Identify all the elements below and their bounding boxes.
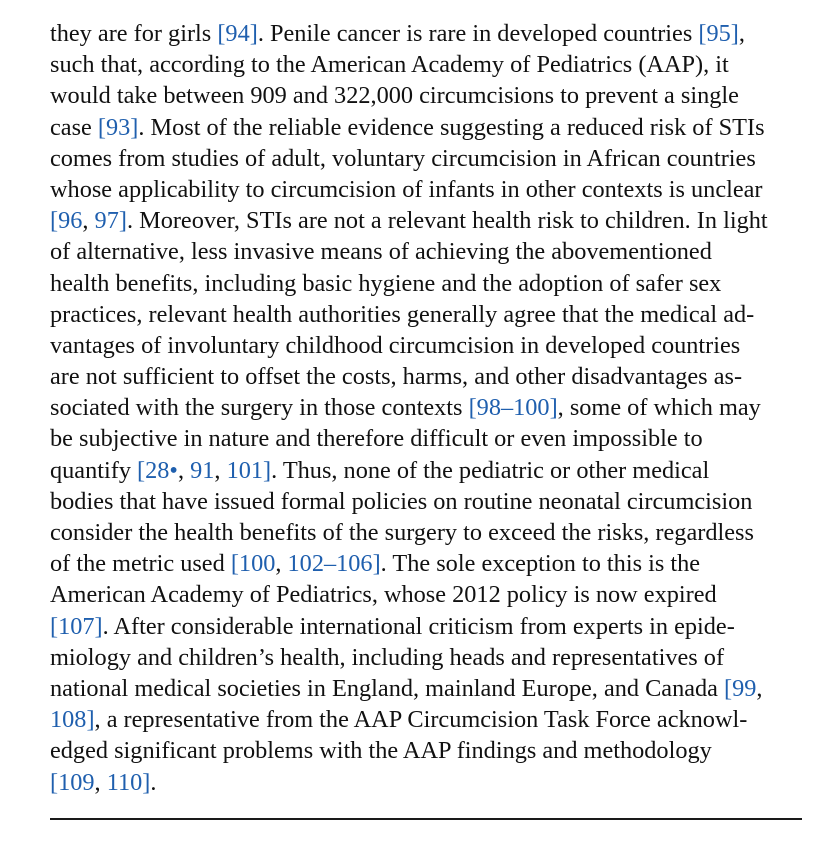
text-segment: miology and children’s health, including heads and representatives of xyxy=(50,643,725,671)
citation-link[interactable]: [107] xyxy=(50,612,103,640)
text-segment: . Thus, none of the pediatric or other medical xyxy=(271,456,710,484)
text-segment: health benefits, including basic hygiene and the adoption of safer sex xyxy=(50,269,722,297)
text-segment: vantages of involuntary childhood circumcision in developed countries xyxy=(50,331,741,359)
text-line xyxy=(50,80,810,111)
text-segment: practices, relevant health authorities generally agree that the medical ad- xyxy=(50,300,755,328)
text-segment: sociated with the surgery in those contexts xyxy=(50,394,469,422)
text-segment: . Most of the reliable evidence suggesting a reduced risk of STIs xyxy=(138,113,765,141)
text-segment: , xyxy=(756,674,763,702)
text-segment: American Academy of Pediatrics, whose 2012 policy is now expired xyxy=(50,581,717,609)
text-segment: would take between 909 and 322,000 circumcisions to prevent a single xyxy=(50,82,739,110)
text-line xyxy=(50,455,810,486)
citation-link[interactable]: 97] xyxy=(94,207,127,235)
text-line xyxy=(50,642,810,673)
text-segment: , some of which may xyxy=(557,394,761,422)
citation-link[interactable]: 102–106] xyxy=(287,550,381,578)
citation-link[interactable]: [95] xyxy=(698,20,739,47)
text-segment: whose applicability to circumcision of infants in other contexts is unclear xyxy=(50,175,763,203)
text-line xyxy=(50,143,810,174)
text-line xyxy=(50,517,810,548)
text-line xyxy=(50,735,810,766)
text-line xyxy=(50,174,810,205)
text-segment: consider the health benefits of the surgery to exceed the risks, regardless xyxy=(50,519,754,546)
text-line xyxy=(50,236,810,267)
text-line xyxy=(50,673,810,704)
text-line xyxy=(50,611,810,642)
citation-link[interactable]: [100 xyxy=(230,550,276,578)
text-line xyxy=(50,112,810,143)
text-line xyxy=(50,330,810,361)
text-line xyxy=(50,704,810,735)
citation-link[interactable]: 108] xyxy=(50,706,95,734)
text-segment: , xyxy=(82,207,95,235)
text-segment: , xyxy=(275,550,288,578)
text-segment: . xyxy=(150,768,157,796)
citation-link[interactable]: 101] xyxy=(226,456,272,484)
text-segment: bodies that have issued formal policies on routine neonatal circumcision xyxy=(50,487,753,515)
text-line xyxy=(50,423,810,454)
text-line xyxy=(50,392,810,423)
text-segment: . Moreover, STIs are not a relevant health risk to children. In light xyxy=(126,207,768,235)
text-line xyxy=(50,268,810,299)
text-line xyxy=(50,49,810,80)
citation-link[interactable]: 91 xyxy=(190,456,215,484)
text-segment: , xyxy=(177,456,191,484)
text-segment: edged significant problems with the AAP findings and methodology xyxy=(50,737,712,765)
citation-link[interactable]: [99 xyxy=(724,674,757,702)
body-paragraph xyxy=(50,18,810,798)
text-segment: be subjective in nature and therefore difficult or even impossible to xyxy=(50,425,703,453)
text-segment: case xyxy=(50,113,98,141)
citation-link[interactable]: [28• xyxy=(137,456,178,484)
text-segment: national medical societies in England, mainland Europe, and Canada xyxy=(50,674,725,702)
text-segment: they are for girls xyxy=(50,20,218,47)
text-line xyxy=(50,18,810,49)
text-segment: such that, according to the American Academy of Pediatrics (AAP), it xyxy=(50,51,729,79)
text-segment: of the metric used xyxy=(50,550,231,578)
text-segment: . After considerable international criticism from experts in epide- xyxy=(102,612,735,640)
citation-link[interactable]: [93] xyxy=(97,113,139,141)
text-line xyxy=(50,548,810,579)
text-segment: quantify xyxy=(50,456,138,484)
text-line xyxy=(50,579,810,610)
text-line xyxy=(50,205,810,236)
text-segment: , xyxy=(94,768,107,796)
text-segment: comes from studies of adult, voluntary circumcision in African countries xyxy=(50,144,756,172)
text-line xyxy=(50,361,810,392)
text-line xyxy=(50,486,810,517)
citation-link[interactable]: [98–100] xyxy=(468,394,558,422)
text-segment: , xyxy=(214,456,227,484)
text-segment: , a representative from the AAP Circumcision Task Force acknowl- xyxy=(94,706,748,734)
text-segment: . Penile cancer is rare in developed countries xyxy=(257,20,699,47)
text-segment: . The sole exception to this is the xyxy=(380,550,701,578)
text-segment: , xyxy=(738,20,745,47)
citation-link[interactable]: [94] xyxy=(217,20,258,47)
citation-link[interactable]: [96 xyxy=(50,207,83,235)
section-divider xyxy=(50,818,802,820)
text-line xyxy=(50,767,810,798)
text-line xyxy=(50,299,810,330)
citation-link[interactable]: 110] xyxy=(106,768,151,796)
text-segment: of alternative, less invasive means of achieving the abovementioned xyxy=(50,238,712,266)
text-segment: are not sufficient to offset the costs, harms, and other disadvantages as- xyxy=(50,363,743,391)
citation-link[interactable]: [109 xyxy=(50,768,95,796)
